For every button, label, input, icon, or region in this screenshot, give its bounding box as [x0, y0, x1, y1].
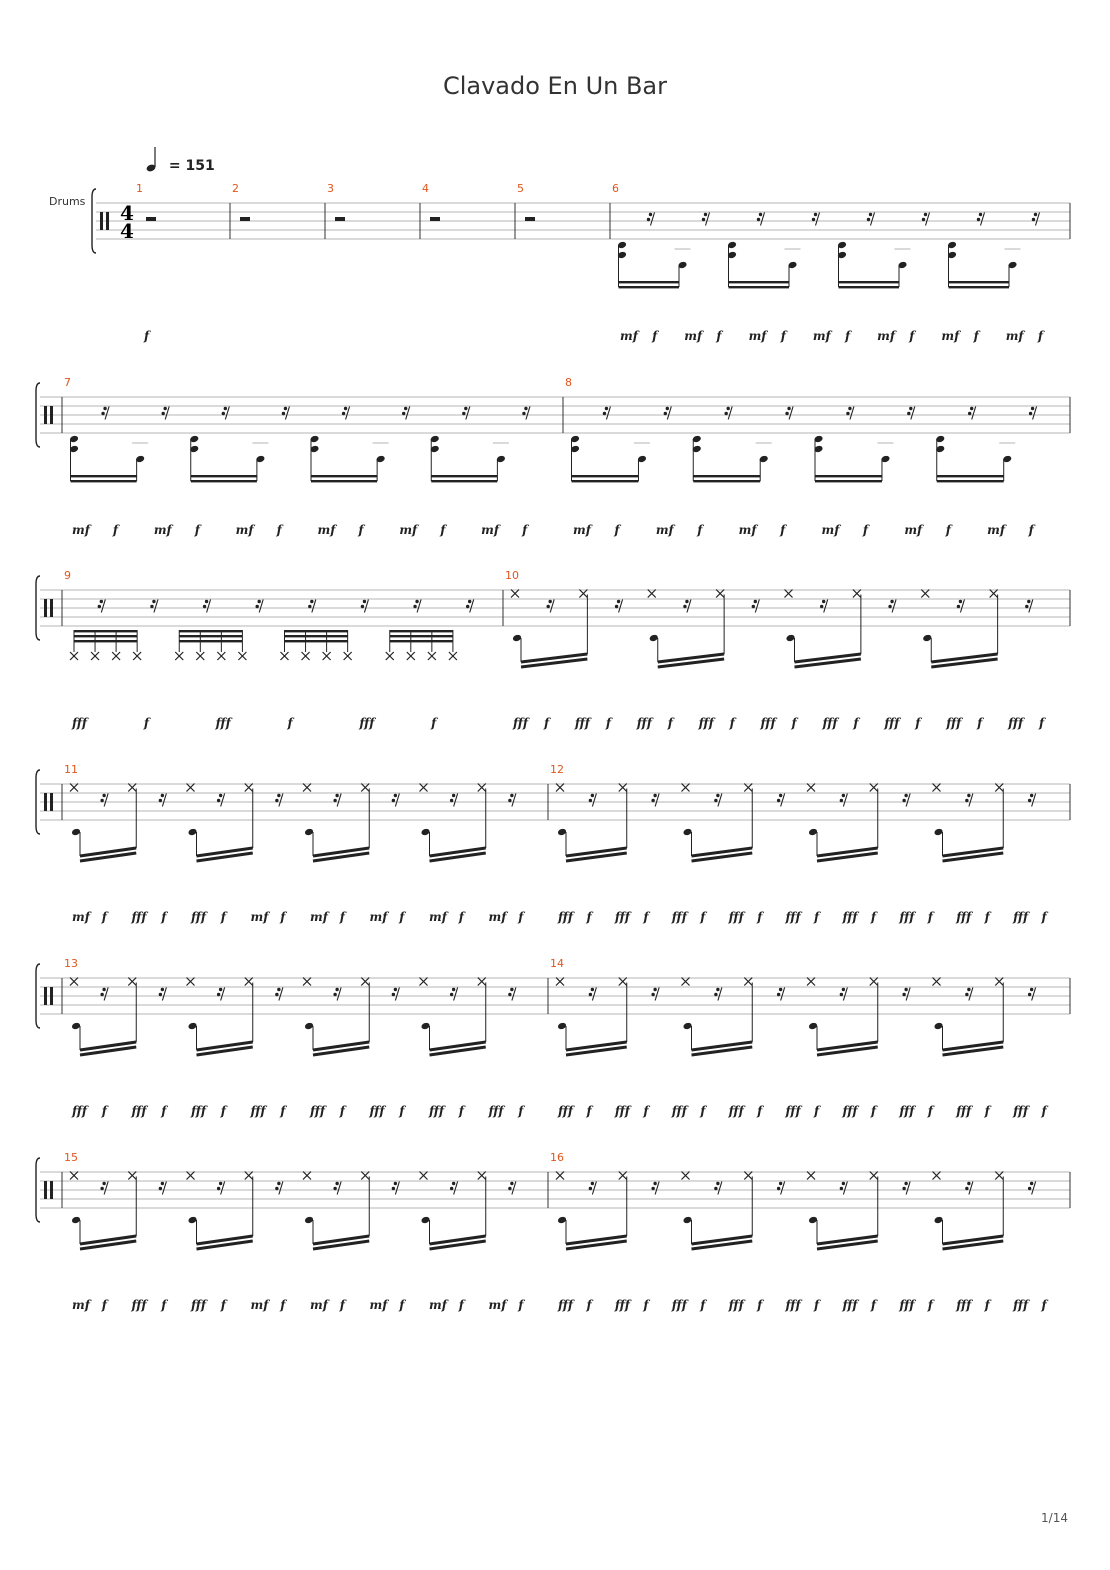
staff-system	[36, 763, 1070, 924]
dynamic-marking: f	[101, 1104, 107, 1118]
dynamic-marking: f	[543, 716, 550, 730]
measure-number: 5	[517, 182, 524, 195]
measure	[422, 182, 440, 221]
page-number: 1/14	[1041, 1511, 1068, 1525]
dynamic-marking: mf	[821, 523, 840, 537]
measure	[550, 957, 1049, 1118]
measure	[64, 1151, 525, 1312]
dynamic-marking: fff	[558, 910, 574, 924]
dynamic-marking: mf	[369, 910, 388, 924]
dynamic-marking: fff	[899, 1298, 915, 1312]
dynamic-marking: fff	[956, 1104, 972, 1118]
dynamic-marking: fff	[1013, 1104, 1029, 1118]
dynamic-marking: fff	[842, 1104, 858, 1118]
dynamic-marking: f	[700, 910, 706, 924]
measure-number: 8	[565, 376, 572, 389]
dynamic-marking: f	[458, 910, 464, 924]
dynamic-marking: f	[1041, 910, 1047, 924]
half-rest-icon	[146, 217, 156, 221]
half-rest-icon	[525, 217, 535, 221]
measure	[550, 1151, 1049, 1312]
half-rest-icon	[430, 217, 440, 221]
time-signature-bottom: 4	[120, 219, 134, 243]
measure-number: 14	[550, 957, 564, 970]
dynamic-marking: f	[757, 910, 763, 924]
dynamic-marking: fff	[131, 1104, 147, 1118]
tempo-text: = 151	[168, 158, 215, 174]
dynamic-marking: f	[845, 329, 851, 343]
dynamic-marking: mf	[235, 523, 254, 537]
half-rest-icon	[240, 217, 250, 221]
dynamic-marking: f	[853, 716, 859, 730]
dynamic-marking: f	[399, 910, 405, 924]
dynamic-marking: f	[1037, 329, 1044, 343]
dynamic-marking: fff	[1013, 1298, 1029, 1312]
dynamic-marking: f	[984, 910, 990, 924]
dynamic-marking: f	[586, 1298, 592, 1312]
measure	[505, 569, 1046, 730]
dynamic-marking: fff	[191, 1298, 207, 1312]
measure	[517, 182, 535, 221]
system-bracket	[36, 1158, 40, 1222]
measure	[327, 182, 345, 221]
dynamic-marking: f	[339, 1298, 345, 1312]
dynamic-marking: f	[977, 716, 983, 730]
measure	[136, 182, 156, 343]
dynamic-marking: f	[814, 1104, 820, 1118]
dynamic-marking: f	[280, 1298, 286, 1312]
dynamic-marking: f	[161, 910, 167, 924]
measure-number: 3	[327, 182, 334, 195]
staff-system	[36, 569, 1070, 730]
measure	[64, 763, 525, 924]
dynamic-marking: fff	[698, 716, 714, 730]
dynamic-marking: f	[700, 1298, 706, 1312]
dynamic-marking: fff	[131, 1298, 147, 1312]
staff-system	[36, 957, 1070, 1118]
staff-system	[92, 182, 1070, 343]
dynamic-marking: f	[431, 716, 437, 730]
dynamic-marking: fff	[513, 716, 529, 730]
dynamic-marking: f	[399, 1298, 405, 1312]
dynamic-marking: fff	[614, 1298, 630, 1312]
dynamic-marking: mf	[429, 910, 447, 924]
percussion-clef-icon	[100, 212, 103, 230]
dynamic-marking: f	[101, 910, 107, 924]
measure-number: 7	[64, 376, 71, 389]
dynamic-marking: f	[915, 716, 921, 730]
dynamic-marking: f	[870, 910, 877, 924]
dynamic-marking: fff	[899, 910, 915, 924]
dynamic-marking: f	[757, 1298, 763, 1312]
dynamic-marking: fff	[614, 1104, 630, 1118]
dynamic-marking: f	[194, 523, 200, 537]
dynamic-marking: f	[458, 1298, 464, 1312]
half-rest-icon	[335, 217, 345, 221]
dynamic-marking: fff	[72, 1104, 88, 1118]
dynamic-marking: f	[605, 716, 612, 730]
dynamic-marking: f	[984, 1298, 990, 1312]
dynamic-marking: mf	[481, 523, 500, 537]
dynamic-marking: f	[791, 716, 797, 730]
dynamic-marking: f	[862, 523, 869, 537]
dynamic-marking: fff	[359, 716, 375, 730]
dynamic-marking: f	[518, 910, 524, 924]
dynamic-marking: fff	[842, 1298, 858, 1312]
dynamic-marking: mf	[812, 329, 831, 343]
dynamic-marking: fff	[785, 1298, 801, 1312]
dynamic-marking: f	[586, 910, 592, 924]
dynamic-marking: f	[586, 1104, 592, 1118]
percussion-clef-icon	[44, 406, 47, 424]
dynamic-marking: f	[814, 910, 820, 924]
dynamic-marking: mf	[153, 523, 172, 537]
dynamic-marking: f	[870, 1298, 877, 1312]
dynamic-marking: f	[643, 1298, 649, 1312]
dynamic-marking: f	[870, 1104, 877, 1118]
dynamic-marking: f	[276, 523, 282, 537]
dynamic-marking: fff	[785, 910, 801, 924]
dynamic-marking: f	[280, 1104, 286, 1118]
dynamic-marking: f	[716, 329, 722, 343]
dynamic-marking: fff	[671, 1298, 687, 1312]
dynamic-marking: mf	[72, 523, 90, 537]
dynamic-marking: f	[1041, 1298, 1047, 1312]
dynamic-marking: fff	[728, 1104, 744, 1118]
score-title: Clavado En Un Bar	[442, 72, 668, 100]
dynamic-marking: fff	[671, 910, 687, 924]
dynamic-marking: mf	[738, 523, 757, 537]
system-bracket	[92, 189, 96, 253]
dynamic-marking: fff	[614, 910, 630, 924]
dynamic-marking: mf	[904, 523, 923, 537]
staff-system	[36, 1151, 1070, 1312]
measure	[64, 957, 525, 1118]
instrument-label: Drums	[49, 195, 86, 208]
dynamic-marking: mf	[310, 1298, 328, 1312]
dynamic-marking: f	[1041, 1104, 1047, 1118]
percussion-clef-icon	[44, 793, 47, 811]
measure	[612, 182, 1045, 343]
dynamic-marking: fff	[191, 910, 207, 924]
dynamic-marking: f	[358, 523, 364, 537]
dynamic-marking: mf	[1005, 329, 1024, 343]
dynamic-marking: f	[518, 1104, 524, 1118]
dynamic-marking: f	[144, 329, 150, 343]
dynamic-marking: f	[161, 1104, 167, 1118]
dynamic-marking: fff	[310, 1104, 326, 1118]
dynamic-marking: f	[614, 523, 620, 537]
dynamic-marking: fff	[369, 1104, 385, 1118]
dynamic-marking: f	[643, 910, 649, 924]
measure	[232, 182, 250, 221]
percussion-clef-icon	[44, 1181, 47, 1199]
dynamic-marking: f	[927, 1104, 933, 1118]
dynamic-marking: f	[1028, 523, 1034, 537]
dynamic-marking: f	[339, 1104, 345, 1118]
dynamic-marking: mf	[250, 1298, 269, 1312]
measure	[565, 376, 1037, 537]
dynamic-marking: f	[909, 329, 915, 343]
dynamic-marking: fff	[884, 716, 900, 730]
dynamic-marking: fff	[636, 716, 652, 730]
measure-number: 15	[64, 1151, 78, 1164]
measure-number: 12	[550, 763, 564, 776]
dynamic-marking: fff	[1008, 716, 1024, 730]
percussion-clef-icon	[44, 599, 47, 617]
dynamic-marking: mf	[72, 1298, 90, 1312]
system-bracket	[36, 383, 40, 447]
dynamic-marking: f	[927, 910, 933, 924]
dynamic-marking: f	[973, 329, 979, 343]
dynamic-marking: mf	[369, 1298, 388, 1312]
dynamic-marking: fff	[488, 1104, 504, 1118]
dynamic-marking: mf	[317, 523, 336, 537]
dynamic-marking: f	[522, 523, 528, 537]
dynamic-marking: f	[220, 1104, 226, 1118]
dynamic-marking: f	[697, 523, 703, 537]
dynamic-marking: f	[757, 1104, 763, 1118]
dynamic-marking: f	[161, 1298, 167, 1312]
dynamic-marking: mf	[987, 523, 1006, 537]
dynamic-marking: mf	[573, 523, 591, 537]
measure	[64, 569, 474, 730]
dynamic-marking: f	[652, 329, 658, 343]
dynamic-marking: fff	[956, 1298, 972, 1312]
dynamic-marking: f	[112, 523, 119, 537]
dynamic-marking: f	[667, 716, 673, 730]
dynamic-marking: fff	[822, 716, 838, 730]
system-bracket	[36, 964, 40, 1028]
measure-number: 9	[64, 569, 71, 582]
dynamic-marking: mf	[941, 329, 960, 343]
dynamic-marking: fff	[72, 716, 88, 730]
dynamic-marking: f	[814, 1298, 820, 1312]
dynamic-marking: fff	[215, 716, 231, 730]
dynamic-marking: mf	[748, 329, 767, 343]
dynamic-marking: fff	[956, 910, 972, 924]
dynamic-marking: mf	[877, 329, 896, 343]
dynamic-marking: f	[143, 716, 150, 730]
dynamic-marking: f	[984, 1104, 990, 1118]
dynamic-marking: f	[220, 1298, 226, 1312]
dynamic-marking: fff	[842, 910, 858, 924]
dynamic-marking: fff	[728, 910, 744, 924]
dynamic-marking: f	[780, 523, 786, 537]
staff-system	[36, 376, 1070, 537]
dynamic-marking: f	[927, 1298, 933, 1312]
dynamic-marking: fff	[946, 716, 962, 730]
dynamic-marking: f	[287, 716, 293, 730]
dynamic-marking: fff	[250, 1104, 266, 1118]
dynamic-marking: fff	[191, 1104, 207, 1118]
system-bracket	[36, 576, 40, 640]
dynamic-marking: f	[1039, 716, 1045, 730]
dynamic-marking: fff	[728, 1298, 744, 1312]
dynamic-marking: fff	[558, 1298, 574, 1312]
dynamic-marking: f	[780, 329, 786, 343]
dynamic-marking: f	[518, 1298, 524, 1312]
dynamic-marking: fff	[429, 1104, 445, 1118]
measure-number: 1	[136, 182, 143, 195]
dynamic-marking: mf	[310, 910, 328, 924]
percussion-clef-icon	[44, 987, 47, 1005]
dynamic-marking: f	[399, 1104, 405, 1118]
measure-number: 13	[64, 957, 78, 970]
dynamic-marking: mf	[620, 329, 638, 343]
dynamic-marking: fff	[671, 1104, 687, 1118]
dynamic-marking: f	[440, 523, 446, 537]
dynamic-marking: fff	[785, 1104, 801, 1118]
measure-number: 4	[422, 182, 429, 195]
dynamic-marking: f	[339, 910, 345, 924]
dynamic-marking: fff	[1013, 910, 1029, 924]
dynamic-marking: f	[458, 1104, 464, 1118]
dynamic-marking: fff	[558, 1104, 574, 1118]
measure-number: 10	[505, 569, 519, 582]
dynamic-marking: mf	[488, 910, 507, 924]
dynamic-marking: f	[101, 1298, 107, 1312]
measure-number: 16	[550, 1151, 564, 1164]
dynamic-marking: fff	[574, 716, 590, 730]
measure	[64, 376, 530, 537]
measure-number: 11	[64, 763, 78, 776]
dynamic-marking: mf	[399, 523, 418, 537]
dynamic-marking: mf	[684, 329, 703, 343]
dynamic-marking: fff	[899, 1104, 915, 1118]
measure-number: 2	[232, 182, 239, 195]
dynamic-marking: fff	[131, 910, 147, 924]
measure-number: 6	[612, 182, 619, 195]
dynamic-marking: mf	[655, 523, 674, 537]
dynamic-marking: f	[700, 1104, 706, 1118]
time-signature-top: 4	[120, 201, 134, 225]
system-bracket	[36, 770, 40, 834]
dynamic-marking: mf	[250, 910, 269, 924]
dynamic-marking: f	[280, 910, 286, 924]
dynamic-marking: fff	[760, 716, 776, 730]
dynamic-marking: mf	[429, 1298, 447, 1312]
dynamic-marking: f	[729, 716, 735, 730]
dynamic-marking: f	[945, 523, 951, 537]
measure	[550, 763, 1049, 924]
dynamic-marking: f	[643, 1104, 649, 1118]
dynamic-marking: f	[220, 910, 226, 924]
dynamic-marking: mf	[488, 1298, 507, 1312]
dynamic-marking: mf	[72, 910, 90, 924]
